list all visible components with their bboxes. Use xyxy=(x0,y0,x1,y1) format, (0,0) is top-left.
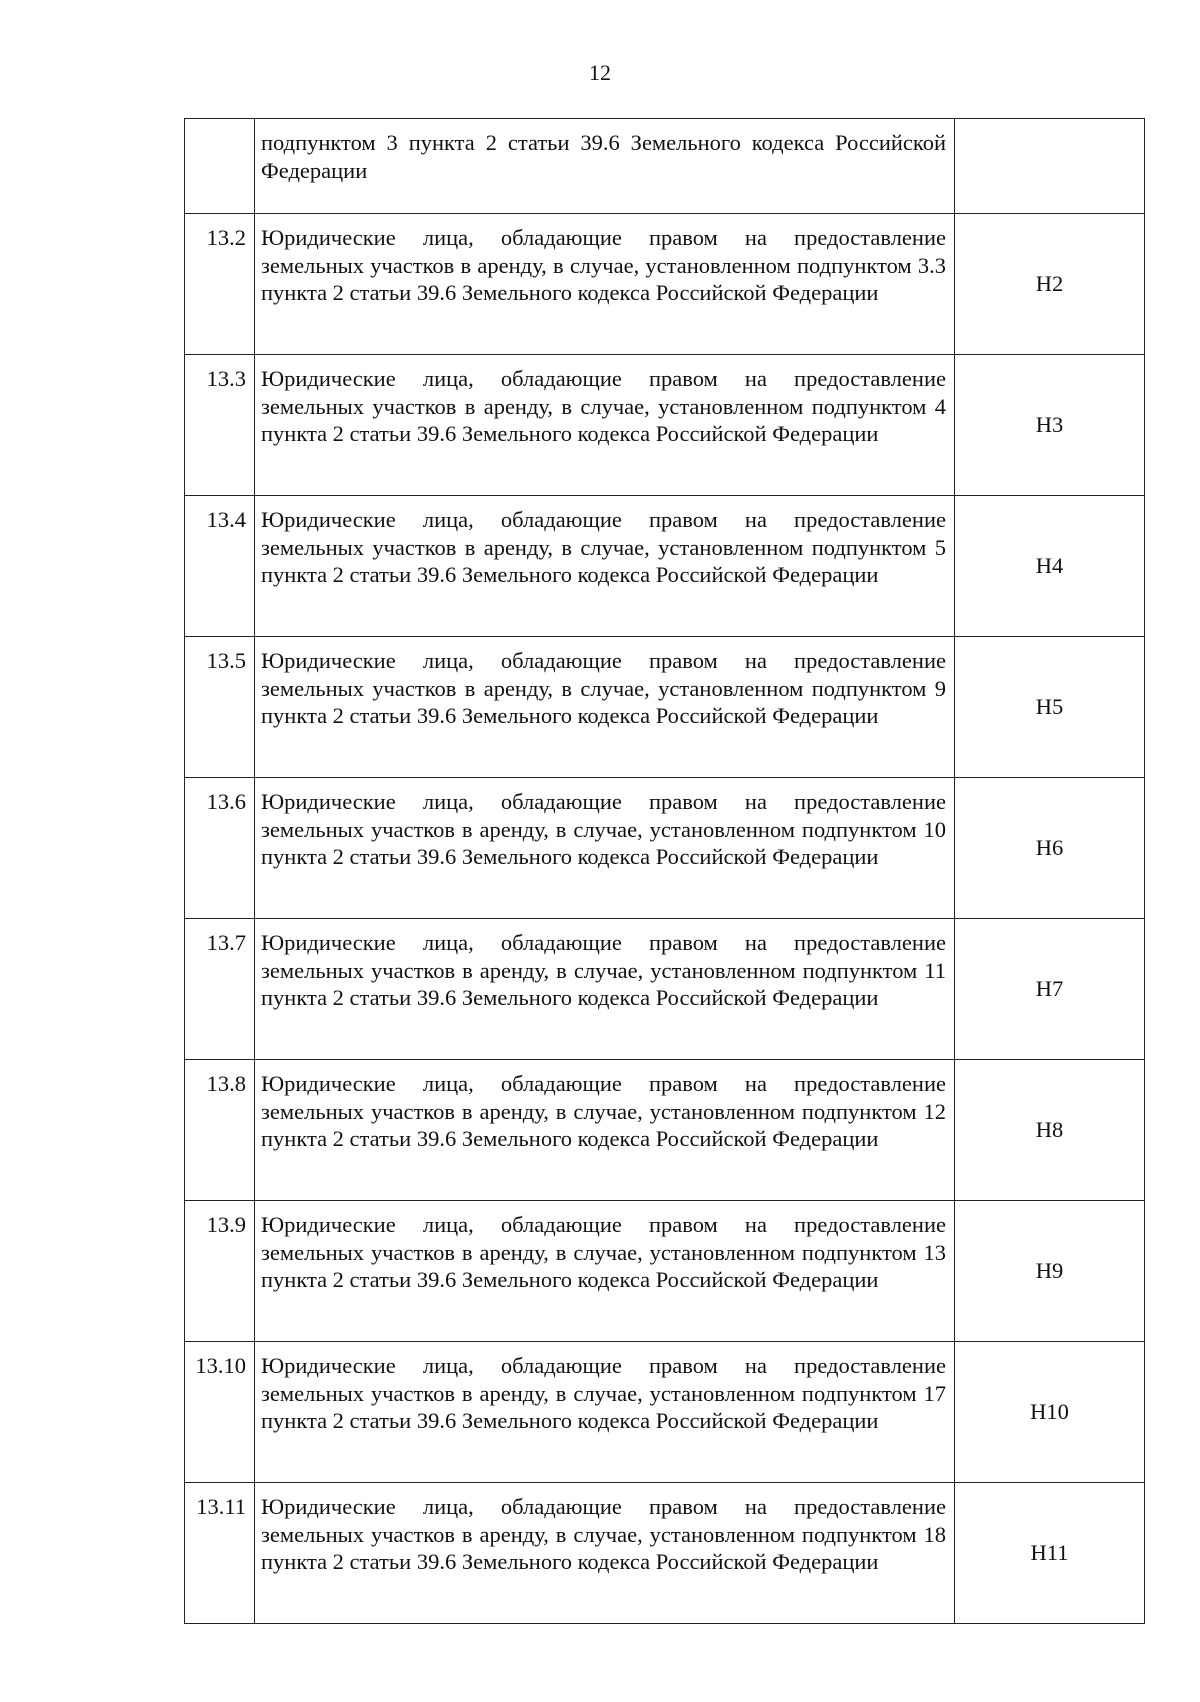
row-number: 13.4 xyxy=(185,496,255,637)
row-code: Н5 xyxy=(955,637,1145,778)
row-description: Юридические лица, обладающие правом на предоставление земельных участков в аренду, в случае, установленном подпунктом 3.3 пункта 2 статьи 39.6 Земельного кодекса Российской Федерации xyxy=(255,214,955,355)
row-number: 13.8 xyxy=(185,1060,255,1201)
row-description: подпунктом 3 пункта 2 статьи 39.6 Земельного кодекса Российской Федерации xyxy=(255,119,955,214)
row-description: Юридические лица, обладающие правом на предоставление земельных участков в аренду, в случае, установленном подпунктом 10 пункта 2 статьи 39.6 Земельного кодекса Российской Федерации xyxy=(255,778,955,919)
row-code: Н8 xyxy=(955,1060,1145,1201)
row-number: 13.10 xyxy=(185,1342,255,1483)
row-description: Юридические лица, обладающие правом на предоставление земельных участков в аренду, в случае, установленном подпунктом 13 пункта 2 статьи 39.6 Земельного кодекса Российской Федерации xyxy=(255,1201,955,1342)
table-row xyxy=(185,119,1145,214)
table-row xyxy=(185,355,1145,496)
table-row xyxy=(185,496,1145,637)
table-row xyxy=(185,1342,1145,1483)
table-row xyxy=(185,1060,1145,1201)
table-row xyxy=(185,1483,1145,1624)
row-description: Юридические лица, обладающие правом на предоставление земельных участков в аренду, в случае, установленном подпунктом 18 пункта 2 статьи 39.6 Земельного кодекса Российской Федерации xyxy=(255,1483,955,1624)
row-number xyxy=(185,119,255,214)
row-number: 13.9 xyxy=(185,1201,255,1342)
row-code: Н2 xyxy=(955,214,1145,355)
table-row xyxy=(185,637,1145,778)
table-row xyxy=(185,1201,1145,1342)
row-description: Юридические лица, обладающие правом на предоставление земельных участков в аренду, в случае, установленном подпунктом 17 пункта 2 статьи 39.6 Земельного кодекса Российской Федерации xyxy=(255,1342,955,1483)
row-code: Н10 xyxy=(955,1342,1145,1483)
row-number: 13.3 xyxy=(185,355,255,496)
row-description: Юридические лица, обладающие правом на предоставление земельных участков в аренду, в случае, установленном подпунктом 4 пункта 2 статьи 39.6 Земельного кодекса Российской Федерации xyxy=(255,355,955,496)
row-code: Н9 xyxy=(955,1201,1145,1342)
table-row xyxy=(185,919,1145,1060)
row-code xyxy=(955,119,1145,214)
row-number: 13.5 xyxy=(185,637,255,778)
row-description: Юридические лица, обладающие правом на предоставление земельных участков в аренду, в случае, установленном подпунктом 11 пункта 2 статьи 39.6 Земельного кодекса Российской Федерации xyxy=(255,919,955,1060)
row-number: 13.11 xyxy=(185,1483,255,1624)
row-number: 13.6 xyxy=(185,778,255,919)
row-code: Н11 xyxy=(955,1483,1145,1624)
row-description: Юридические лица, обладающие правом на предоставление земельных участков в аренду, в случае, установленном подпунктом 9 пункта 2 статьи 39.6 Земельного кодекса Российской Федерации xyxy=(255,637,955,778)
row-description: Юридические лица, обладающие правом на предоставление земельных участков в аренду, в случае, установленном подпунктом 5 пункта 2 статьи 39.6 Земельного кодекса Российской Федерации xyxy=(255,496,955,637)
row-number: 13.7 xyxy=(185,919,255,1060)
table-row xyxy=(185,778,1145,919)
table-row xyxy=(185,214,1145,355)
row-code: Н6 xyxy=(955,778,1145,919)
row-code: Н3 xyxy=(955,355,1145,496)
row-number: 13.2 xyxy=(185,214,255,355)
row-description: Юридические лица, обладающие правом на предоставление земельных участков в аренду, в случае, установленном подпунктом 12 пункта 2 статьи 39.6 Земельного кодекса Российской Федерации xyxy=(255,1060,955,1201)
document-table xyxy=(184,118,1145,1624)
row-code: Н7 xyxy=(955,919,1145,1060)
row-code: Н4 xyxy=(955,496,1145,637)
page-number: 12 xyxy=(589,60,611,85)
